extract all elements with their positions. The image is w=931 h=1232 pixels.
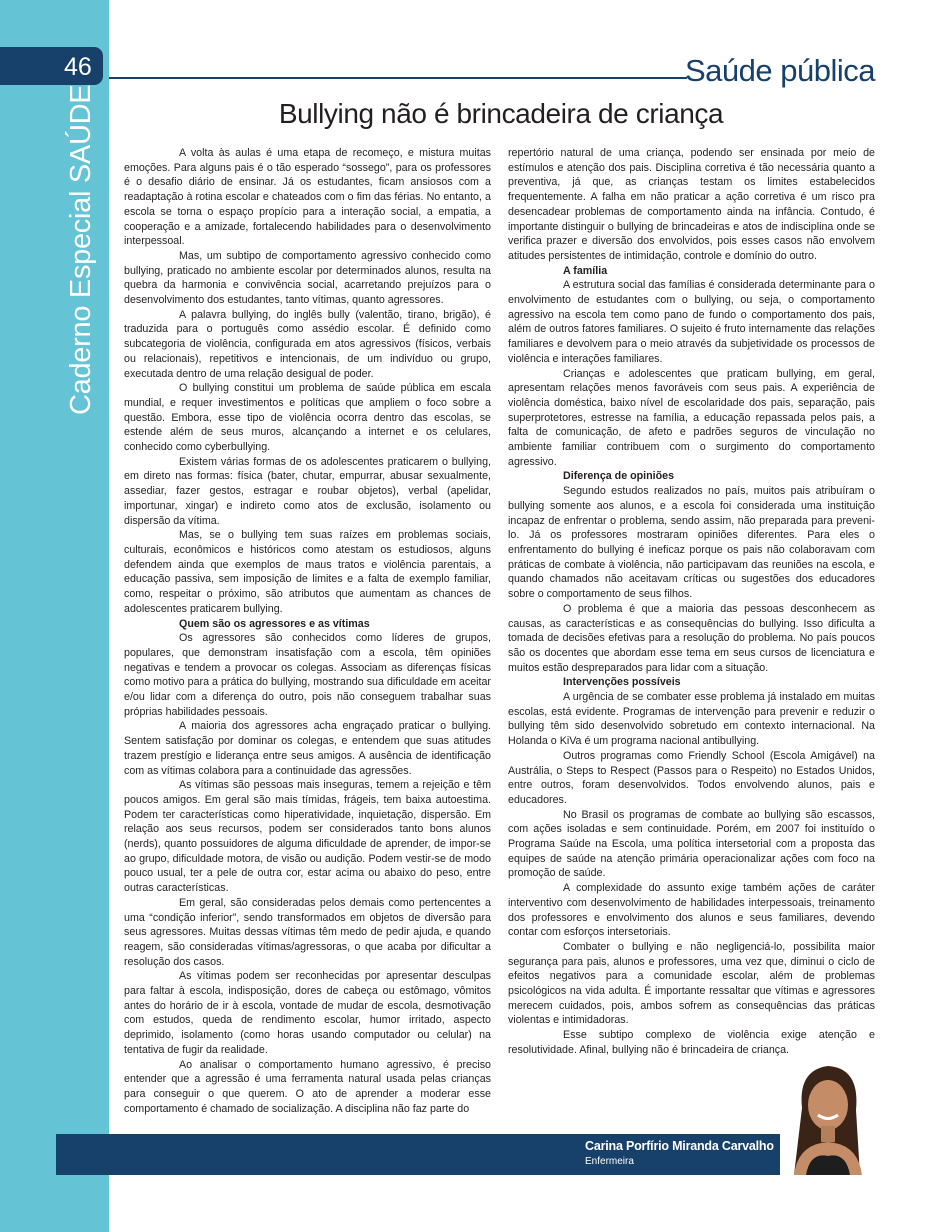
paragraph: Combater o bullying e não negligenciá-lo, possibilita maior segurança para pais, alunos e professores, uma vez que, diminui o ciclo de efeitos negativos para a comunidade escolar, além de problemas psicológicos na vida adulta. É importante ressaltar que vítimas e agressores merecem cuidados, pois, ambos sofrem as consequências das práticas violentas e intimidadoras. [508,940,875,1027]
paragraph: Mas, se o bullying tem suas raízes em problemas sociais, culturais, econômicos e históricos como atestam os estudiosos, alguns defendem ainda que exemplos de maus tratos e violência parentais, a educação passiva, sem imposição de limites e a falta de exemplo familiar, como, respeitar o próximo, são atributos que aumentam as chances de adolescentes praticarem bullying. [124,529,491,615]
paragraph: O problema é que a maioria das pessoas desconhecem as causas, as características e as consequências do bullying. Isso dificulta a tomada de decisões efetivas para a resolução do problema. No país poucos são os docentes que abordam esse tema em seus cursos de licenciatura e muitos estão despreparados para lidar com a situação. [508,602,875,674]
paragraph: Esse subtipo complexo de violência exige atenção e resolutividade. Afinal, bullying não é brincadeira de criança. [508,1029,875,1056]
subheading: Quem são os agressores e as vítimas [179,617,370,630]
paragraph: Existem várias formas de os adolescentes praticarem o bullying, em direto nas formas: física (bater, chutar, empurrar, abusar sexualmente, assediar, fazer gestos, estragar e roubar objetos), verbal (apelidar, importunar, xingar) e indireto como atos de exclusão, isolamento ou dispersão da vítima. [124,455,491,527]
paragraph: A complexidade do assunto exige também ações de caráter interventivo com desenvolvimento de habilidades interpessoais, treinamento dos professores e envolvimento dos alunos e seus familiares, devendo contar com esforços intersetoriais. [508,882,875,939]
paragraph: A maioria dos agressores acha engraçado praticar o bullying. Sentem satisfação por dominar os colegas, e entendem que suas atitudes trazem prestígio e liderança entre seus amigos. A ausência de identificação com as vítimas colabora para a continuidade das agressões. [124,720,491,777]
paragraph: O bullying constitui um problema de saúde pública em escala mundial, e requer investimentos e políticas que ampliem o foco sobre a questão. Embora, esse tipo de violência ocorra dentro das escolas, se estende além de seus muros, alcançando a internet e os celulares, conhecido como cyberbullying. [124,382,491,454]
subheading: Intervenções possíveis [563,676,681,689]
author-photo [780,1060,875,1175]
paragraph: A urgência de se combater esse problema já instalado em muitas escolas, está evidente. Programas de intervenção para prevenir e reduzir o bullying têm sido desenvolvido sobretudo em contexto internacional. Na Holanda o KiVa é um programa nacional antibullying. [508,691,875,748]
paragraph: Ao analisar o comportamento humano agressivo, é preciso entender que a agressão é uma ferramenta natural usada pelas crianças para conseguir o que querem. O ato de aprender a moderar esse comportamento é chamado de socialização. A disciplina não faz parte do [124,1058,491,1115]
paragraph: As vítimas podem ser reconhecidas por apresentar desculpas para faltar à escola, indisposição, dores de cabeça ou estômago, vômitos antes do horário de ir à escola, vontade de mudar de escola, desmotivação com estudos, queda de rendimento escolar, humor irritado, aspecto deprimido, isolamento (como horas usando computador ou celular) na tentativa de fugir da realidade. [124,970,491,1056]
paragraph: As vítimas são pessoas mais inseguras, temem a rejeição e têm poucos amigos. Em geral são mais tímidas, frágeis, tem baixa autoestima. Podem ter características como hiperatividade, inquietação, dispersão. Em relação aos seus recursos, podem ser considerados tanto bons alunos (nerds), quanto possuidores de alguma dificuldade de aprender, de impor-se ao grupo, dificuldade motora, de visão ou audição. Podem vestir-se de modo pouco usual, ter a pele de outra cor, estar acima ou abaixo do peso, entre outras características. [124,779,491,895]
paragraph: A estrutura social das famílias é considerada determinante para o envolvimento de estudantes com o bullying, ou seja, o comportamento agressivo na escola tem como pano de fundo o comportamento dos pais, além de outros fatores familiares. O sujeito é fruto internamente das relações familiares e devolvem para o meio através da subjetividade os processos de violência e interações familiares. [508,279,875,365]
author-role: Enfermeira [585,1156,634,1167]
author-name: Carina Porfírio Miranda Carvalho [585,1139,774,1153]
sidebar-title: Caderno Especial SAÚDE [65,84,97,415]
paragraph: repertório natural de uma criança, podendo ser ensinada por meio de estímulos e atenção dos pais. Disciplina corretiva é tão necessária quanto a preventiva, já que, as crianças testam os limites estabelecidos frequentemente. A falha em não praticar a ação corretiva é um risco pra desencadear problemas de comportamento ainda na infância. Contudo, é importante distinguir o bullying de brincadeiras e atos de indisciplina onde se verifica prazer e diversão dos envolvidos, pois esses casos não envolvem atitudes persistentes de intimidação, controle e domínio do outro. [508,147,875,262]
page-number: 46 [64,53,92,81]
subheading: A família [563,264,608,277]
paragraph: Outros programas como Friendly School (Escola Amigável) na Austrália, o Steps to Respect (Passos para o Respeito) no Estados Unidos, entre outros, foram desenvolvidos. Todos envolvendo alunos, pais e educadores. [508,749,875,806]
left-column [124,146,491,1116]
paragraph: Em geral, são consideradas pelos demais como pertencentes a uma “condição inferior”, sendo transformados em objetos de diversão para seus agressores. Muitas dessas vítimas têm medo de pedir ajuda, e quando reagem, são consideradas vítimas/agressoras, o que acaba por dificultar a resolução dos casos. [124,896,491,968]
paragraph: A palavra bullying, do inglês bully (valentão, tirano, brigão), é traduzida para o português como assédio escolar. É definido como subcategoria de violência, configurada em atos agressivos (físicos, verbais ou relacionais), repetitivos e intencionais, de um indivíduo ou grupo, executada dentro de uma relação desigual de poder. [124,308,491,380]
article-headline: Bullying não é brincadeira de criança [278,98,724,129]
paragraph: Segundo estudos realizados no país, muitos pais atribuíram o bullying somente aos alunos, e a escola foi considerada uma instituição incapaz de enfrentar o problema, sendo assim, não preparada para preveni-lo. Já os professores mostraram opiniões diferentes. Para eles o enfrentamento do bullying é ineficaz porque os pais não colaboravam com práticas de combate à violência, não participavam das reuniões na escola, e quando chamados não aceitavam críticas ou sugestões dos educadores sobre o comportamento de seus filhos. [508,485,875,601]
paragraph: A volta às aulas é uma etapa de recomeço, e mistura muitas emoções. Para alguns pais é o tão esperado “sossego”, para os professores é o desafio diário de ensinar. Já os estudantes, ficam ansiosos com a readaptação à rotina escolar e chateados com o fim das férias. No entanto, a escola se torna o espaço propício para a interação social, a empatia, a cooperação e a amizade, fortalecendo habilidades para o desenvolvimento interpessoal. [124,147,491,248]
subheading: Diferença de opiniões [563,470,675,483]
header-rule [109,77,687,79]
right-column [508,146,875,1058]
paragraph: Mas, um subtipo de comportamento agressivo conhecido como bullying, praticado no ambiente escolar por determinados alunos, resulta na quebra da harmonia e convivência social, acarretando prejuízos para o desenvolvimento dos estudantes, tanto vítimas, quanto agressores. [124,249,491,307]
paragraph: No Brasil os programas de combate ao bullying são escassos, com ações isoladas e sem continuidade. Porém, em 2007 foi instituído o Programa Saúde na Escola, uma política intersetorial com a proposta das equipes de saúde na atenção primária operacionalizar ações com foco na promoção de saúde. [508,808,875,880]
section-title: Saúde pública [685,53,875,88]
paragraph: Crianças e adolescentes que praticam bullying, em geral, apresentam relações menos favoráveis com seus pais. A experiência de violência doméstica, baixo nível de escolaridade dos pais, separação, pais superprotetores, estresse na família, a educação repassada pelos pais, a falta de comunicação, de afeto e padrões seguros de vinculação no ambiente familiar contribuem com o surgimento do comportamento agressivo. [508,367,875,468]
paragraph: Os agressores são conhecidos como líderes de grupos, populares, que demonstram insatisfação com a escola, têm opiniões negativas e tendem a provocar os colegas. Associam as diferenças físicas como motivo para a prática do bullying, mostrando sua dificuldade em aceitar e/ou lidar com a diferença do outro, pois não conseguem trabalhar suas próprias habilidades pessoais. [124,632,491,718]
